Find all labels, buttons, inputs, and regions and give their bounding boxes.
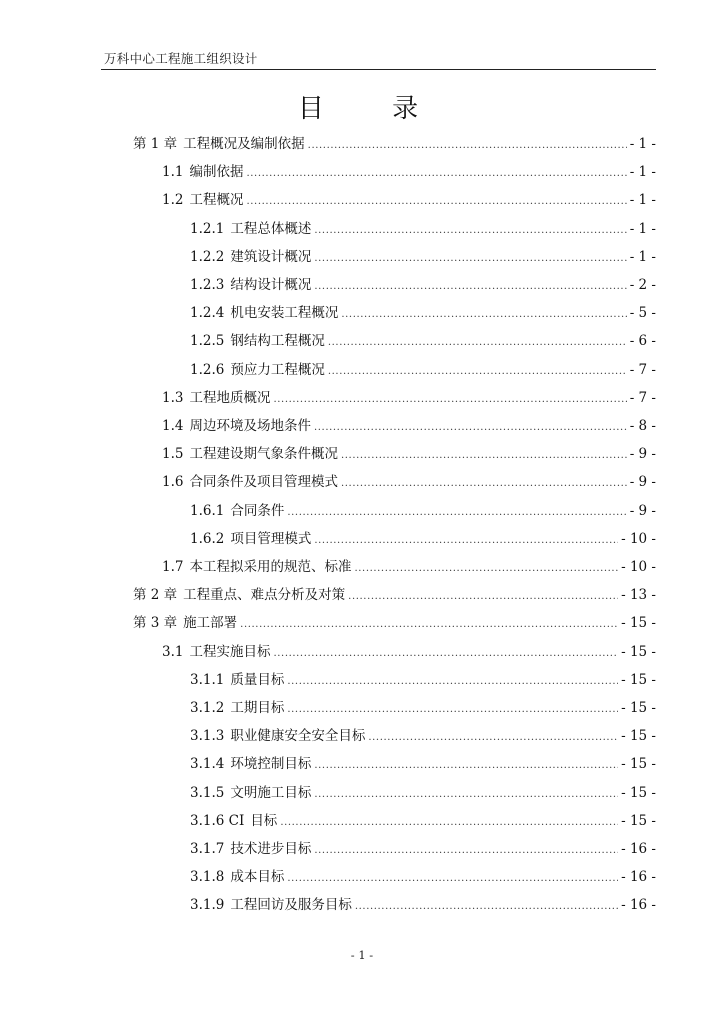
toc-entry-label: 工程建设期气象条件概况	[189, 446, 338, 462]
toc-entry[interactable]	[162, 389, 656, 407]
toc-entry-page: - 7 -	[629, 362, 656, 378]
toc-entry-page: - 15 -	[621, 615, 656, 631]
toc-dot-leader	[314, 280, 626, 294]
toc-entry-label: 工程实施目标	[189, 644, 271, 660]
toc-title: 目 录	[297, 94, 449, 124]
toc-dot-leader	[314, 788, 618, 802]
toc-entry-number: 1.2.5	[190, 333, 225, 349]
toc-dot-leader	[314, 224, 626, 238]
toc-dot-leader	[308, 139, 627, 153]
toc-dot-leader	[314, 252, 626, 266]
toc-entry[interactable]	[190, 812, 656, 830]
toc-dot-leader	[328, 336, 627, 350]
toc-entry[interactable]	[190, 304, 656, 322]
toc-entry-label: 机电安装工程概况	[230, 305, 339, 321]
toc-entry-number: 1.3	[162, 390, 184, 406]
toc-entry-number: 1.5	[162, 446, 184, 462]
toc-entry-page: - 16 -	[621, 841, 656, 857]
toc-entry-label: 工程概况	[189, 192, 244, 208]
toc-entry-label: 施工部署	[183, 615, 238, 631]
toc-entry-label: 质量目标	[230, 672, 285, 688]
toc-dot-leader	[240, 618, 618, 632]
toc-dot-leader	[314, 534, 618, 548]
toc-entry-label: 工程重点、难点分析及对策	[183, 587, 346, 603]
toc-entry-number: 1.2	[162, 192, 184, 208]
toc-entry-label: 工期目标	[230, 700, 285, 716]
toc-entry-number: 第 2 章	[133, 587, 178, 603]
toc-dot-leader	[273, 647, 618, 661]
toc-entry-label: 文明施工目标	[230, 785, 312, 801]
toc-entry[interactable]	[162, 417, 656, 435]
toc-entry[interactable]	[190, 332, 656, 350]
toc-entry-page: - 8 -	[629, 418, 656, 434]
toc-entry-label: 合同条件	[230, 503, 285, 519]
toc-entry-number: 1.2.2	[190, 249, 225, 265]
toc-entry-label: 工程地质概况	[189, 390, 271, 406]
toc-entry-number: 3.1	[162, 644, 184, 660]
toc-dot-leader	[287, 703, 618, 717]
toc-entry[interactable]	[162, 191, 656, 209]
toc-entry[interactable]	[190, 220, 656, 238]
toc-entry[interactable]	[190, 530, 656, 548]
toc-dot-leader	[354, 562, 618, 576]
toc-entry-label: 工程回访及服务目标	[230, 897, 352, 913]
toc-entry[interactable]	[162, 163, 656, 181]
toc-entry-page: - 16 -	[621, 869, 656, 885]
toc-entry[interactable]	[190, 502, 656, 520]
page-number: - 1 -	[350, 948, 374, 962]
header-rule	[101, 69, 656, 70]
toc-entry[interactable]	[133, 586, 656, 604]
toc-entry-label: 建筑设计概况	[230, 249, 312, 265]
toc-entry-page: - 15 -	[621, 813, 656, 829]
toc-entry-label: 预应力工程概况	[230, 362, 325, 378]
toc-entry-number: 1.4	[162, 418, 184, 434]
toc-entry-page: - 15 -	[621, 644, 656, 660]
toc-entry-label: 钢结构工程概况	[230, 333, 325, 349]
toc-entry[interactable]	[190, 755, 656, 773]
toc-entry-page: - 7 -	[629, 390, 656, 406]
toc-dot-leader	[246, 167, 626, 181]
toc-entry-page: - 15 -	[621, 756, 656, 772]
toc-entry-number: 1.2.6	[190, 362, 225, 378]
toc-entry-page: - 1 -	[629, 192, 656, 208]
toc-entry-page: - 10 -	[621, 531, 656, 547]
toc-entry[interactable]	[162, 643, 656, 661]
toc-dot-leader	[314, 759, 618, 773]
toc-entry-page: - 6 -	[629, 333, 656, 349]
toc-dot-leader	[314, 421, 627, 435]
toc-entry-number: 3.1.8	[190, 869, 225, 885]
toc-entry-label: 目标	[250, 813, 278, 829]
toc-entry-number: 3.1.2	[190, 700, 225, 716]
toc-entry-number: 1.2.3	[190, 277, 225, 293]
toc-dot-leader	[287, 872, 618, 886]
toc-entry-label: 结构设计概况	[230, 277, 312, 293]
toc-entry[interactable]	[190, 248, 656, 266]
toc-entry[interactable]	[162, 473, 656, 491]
toc-entry-label: 成本目标	[230, 869, 285, 885]
document-header: 万科中心工程施工组织设计	[104, 51, 258, 66]
toc-entry[interactable]	[190, 868, 656, 886]
toc-entry[interactable]	[190, 784, 656, 802]
toc-dot-leader	[280, 816, 618, 830]
toc-entry-page: - 1 -	[629, 249, 656, 265]
toc-entry[interactable]	[190, 361, 656, 379]
toc-entry-label: 职业健康安全安全目标	[230, 728, 366, 744]
toc-entry-page: - 9 -	[629, 446, 656, 462]
toc-entry[interactable]	[190, 896, 656, 914]
toc-entry[interactable]	[133, 614, 656, 632]
toc-entry-label: 工程总体概述	[230, 221, 312, 237]
toc-entry-page: - 13 -	[621, 587, 656, 603]
toc-entry[interactable]	[190, 727, 656, 745]
toc-dot-leader	[348, 590, 618, 604]
toc-entry-page: - 10 -	[621, 559, 656, 575]
toc-entry-page: - 15 -	[621, 700, 656, 716]
toc-entry-page: - 5 -	[629, 305, 656, 321]
toc-entry-number: 3.1.9	[190, 897, 225, 913]
toc-entry-page: - 1 -	[629, 136, 656, 152]
toc-entry-label: 工程概况及编制依据	[183, 136, 305, 152]
toc-entry-page: - 1 -	[629, 221, 656, 237]
toc-entry-page: - 9 -	[629, 503, 656, 519]
toc-entry-number: 3.1.7	[190, 841, 225, 857]
toc-entry[interactable]	[162, 445, 656, 463]
toc-entry-page: - 15 -	[621, 785, 656, 801]
toc-entry[interactable]	[190, 276, 656, 294]
toc-dot-leader	[273, 393, 626, 407]
toc-dot-leader	[341, 449, 627, 463]
toc-entry-page: - 9 -	[629, 474, 656, 490]
toc-entry-number: 1.6.1	[190, 503, 225, 519]
toc-entry-number: 1.2.4	[190, 305, 225, 321]
toc-entry-number: 3.1.1	[190, 672, 225, 688]
toc-entry-number: 1.1	[162, 164, 184, 180]
toc-entry-label: 本工程拟采用的规范、标准	[189, 559, 352, 575]
toc-dot-leader	[355, 900, 618, 914]
toc-entry-number: 1.6	[162, 474, 184, 490]
toc-entry-number: 1.6.2	[190, 531, 225, 547]
toc-entry-label: 周边环境及场地条件	[189, 418, 311, 434]
toc-entry-page: - 16 -	[621, 897, 656, 913]
toc-dot-leader	[287, 675, 618, 689]
toc-dot-leader	[328, 365, 627, 379]
toc-entry-number: 1.7	[162, 559, 184, 575]
toc-entry-number: 3.1.3	[190, 728, 225, 744]
toc-entry-page: - 1 -	[629, 164, 656, 180]
toc-dot-leader	[287, 506, 626, 520]
toc-entry-number: 3.1.5	[190, 785, 225, 801]
toc-entry-number: 3.1.6 CI	[190, 813, 245, 829]
toc-entry[interactable]	[190, 840, 656, 858]
toc-dot-leader	[341, 477, 627, 491]
toc-entry-label: 编制依据	[189, 164, 244, 180]
toc-entry[interactable]	[190, 699, 656, 717]
toc-dot-leader	[341, 308, 626, 322]
toc-entry-number: 第 3 章	[133, 615, 178, 631]
toc-entry-label: 技术进步目标	[230, 841, 312, 857]
toc-entry-number: 3.1.4	[190, 756, 225, 772]
toc-entry-page: - 15 -	[621, 672, 656, 688]
toc-entry-number: 第 1 章	[133, 136, 178, 152]
toc-dot-leader	[368, 731, 618, 745]
toc-entry[interactable]	[190, 671, 656, 689]
toc-entry-page: - 15 -	[621, 728, 656, 744]
toc-entry-label: 合同条件及项目管理模式	[189, 474, 338, 490]
toc-entry-number: 1.2.1	[190, 221, 225, 237]
toc-entry[interactable]	[162, 558, 656, 576]
toc-entry[interactable]	[133, 135, 656, 153]
toc-entry-label: 项目管理模式	[230, 531, 312, 547]
toc-dot-leader	[246, 195, 626, 209]
toc-entry-label: 环境控制目标	[230, 756, 312, 772]
toc-dot-leader	[314, 844, 618, 858]
toc-entry-page: - 2 -	[629, 277, 656, 293]
